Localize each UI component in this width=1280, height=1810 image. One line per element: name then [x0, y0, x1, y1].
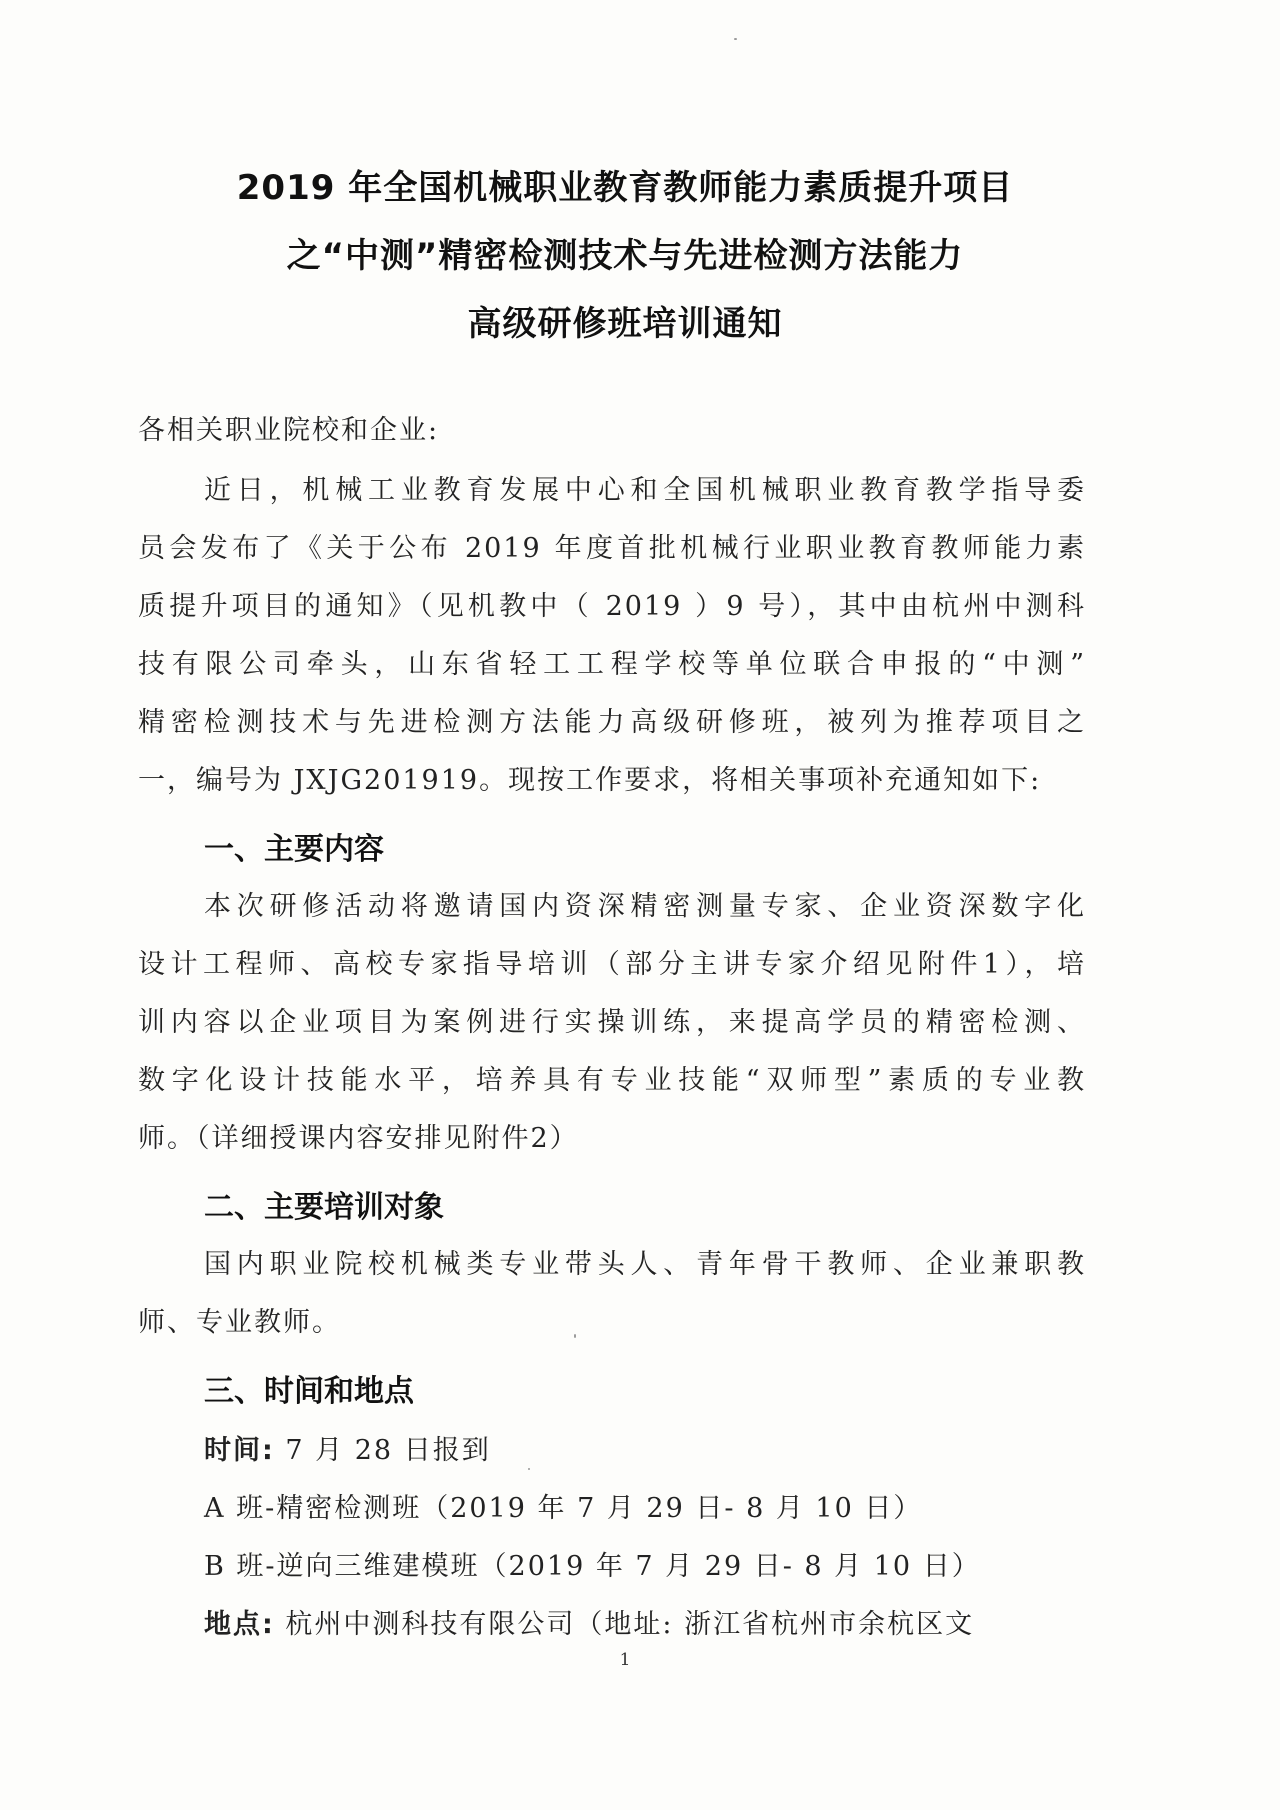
time-value: 7 月 28 日报到: [285, 1435, 491, 1466]
place-value: 杭州中测科技有限公司（地址: 浙江省杭州市余杭区文: [285, 1609, 975, 1640]
place-line: [204, 1602, 1154, 1641]
section-heading-main-content: 一、主要内容: [204, 832, 384, 867]
place-label: 地点:: [204, 1609, 275, 1640]
section-heading-time-place: 三、时间和地点: [204, 1374, 414, 1409]
intro-line-2: 员会发布了《关于公布 2019 年度首批机械行业职业教育教师能力素: [138, 533, 1086, 564]
section-1-line-3: 训内容以企业项目为案例进行实操训练，来提高学员的精密检测、: [138, 1007, 1086, 1038]
scan-speck: [734, 38, 737, 40]
section-2-line-1: 国内职业院校机械类专业带头人、青年骨干教师、企业兼职教: [204, 1249, 1086, 1280]
intro-line-5: 精密检测技术与先进检测方法能力高级研修班，被列为推荐项目之: [138, 707, 1086, 738]
section-1-line-4: 数字化设计技能水平，培养具有专业技能“双师型”素质的专业教: [138, 1065, 1086, 1096]
scan-speck: [574, 1334, 576, 1338]
time-label: 时间:: [204, 1435, 275, 1466]
intro-line-3: 质提升项目的通知》（见机教中（ 2019 ）9 号），其中由杭州中测科: [138, 591, 1086, 622]
section-heading-target-trainees: 二、主要培训对象: [204, 1190, 444, 1225]
class-b-line: B 班-逆向三维建模班（2019 年 7 月 29 日- 8 月 10 日）: [204, 1551, 981, 1582]
document-title-line-3: 高级研修班培训通知: [467, 304, 783, 344]
section-1-line-1: 本次研修活动将邀请国内资深精密测量专家、企业资深数字化: [204, 891, 1086, 922]
document-title-line-2: 之“中测”精密检测技术与先进检测方法能力: [286, 236, 964, 276]
scan-speck: [528, 1468, 530, 1470]
intro-line-1: 近日，机械工业教育发展中心和全国机械职业教育教学指导委: [204, 475, 1086, 506]
intro-line-6: 一，编号为 JXJG201919。现按工作要求，将相关事项补充通知如下:: [138, 765, 1042, 796]
salutation: 各相关职业院校和企业:: [138, 415, 440, 446]
section-1-line-2: 设计工程师、高校专家指导培训（部分主讲专家介绍见附件1），培: [138, 949, 1086, 980]
document-title-line-1: 2019 年全国机械职业教育教师能力素质提升项目: [236, 168, 1014, 208]
class-a-line: A 班-精密检测班（2019 年 7 月 29 日- 8 月 10 日）: [204, 1493, 923, 1524]
intro-line-4: 技有限公司牵头，山东省轻工工程学校等单位联合申报的“中测”: [138, 649, 1086, 680]
section-1-line-5: 师。（详细授课内容安排见附件2）: [138, 1123, 579, 1154]
page-number: 1: [619, 1650, 631, 1670]
time-line: [204, 1428, 1154, 1467]
section-2-line-2: 师、专业教师。: [138, 1307, 341, 1338]
